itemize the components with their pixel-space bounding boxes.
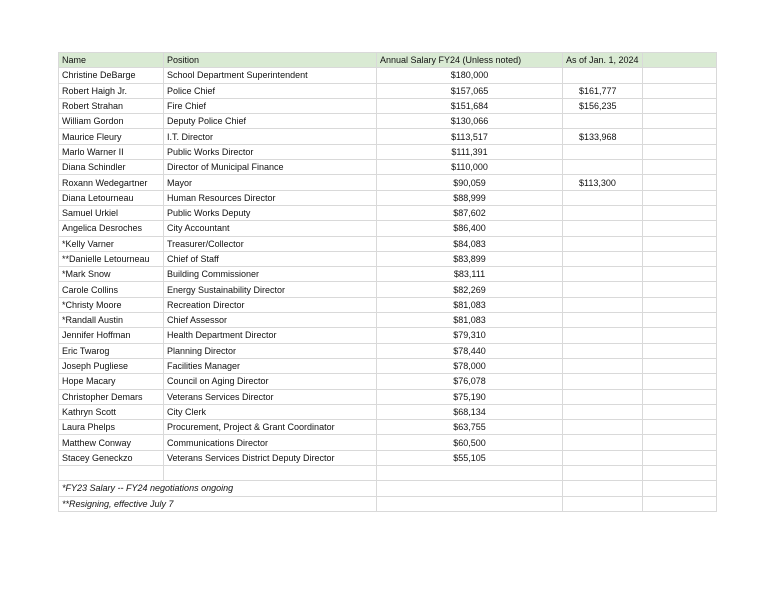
table-row xyxy=(59,450,717,465)
cell-name[interactable]: *Randall Austin xyxy=(59,313,164,328)
cell-jan2024[interactable] xyxy=(563,313,643,328)
cell-empty[interactable] xyxy=(642,420,716,435)
header-salary[interactable]: Annual Salary FY24 (Unless noted) xyxy=(377,53,563,68)
cell-position[interactable]: Police Chief xyxy=(164,83,377,98)
cell-empty[interactable] xyxy=(377,481,563,496)
cell-jan2024[interactable] xyxy=(563,297,643,312)
cell-name[interactable]: Christine DeBarge xyxy=(59,68,164,83)
cell-salary[interactable]: $151,684 xyxy=(377,98,563,113)
table-row xyxy=(59,374,717,389)
cell-empty[interactable] xyxy=(642,466,716,481)
cell-empty[interactable] xyxy=(563,481,643,496)
cell-empty[interactable] xyxy=(59,466,164,481)
cell-empty[interactable] xyxy=(642,175,716,190)
cell-salary[interactable]: $157,065 xyxy=(377,83,563,98)
cell-empty[interactable] xyxy=(642,481,716,496)
cell-salary[interactable]: $83,111 xyxy=(377,267,563,282)
cell-empty[interactable] xyxy=(642,98,716,113)
cell-jan2024[interactable] xyxy=(563,114,643,129)
cell-position[interactable]: Chief Assessor xyxy=(164,313,377,328)
cell-jan2024[interactable] xyxy=(563,68,643,83)
cell-name[interactable]: Samuel Urkiel xyxy=(59,205,164,220)
cell-position[interactable]: City Accountant xyxy=(164,221,377,236)
cell-jan2024[interactable] xyxy=(563,389,643,404)
table-row xyxy=(59,404,717,419)
cell-name[interactable]: Matthew Conway xyxy=(59,435,164,450)
table-row xyxy=(59,114,717,129)
cell-salary[interactable]: $84,083 xyxy=(377,236,563,251)
table-row xyxy=(59,98,717,113)
table-row xyxy=(59,313,717,328)
cell-position[interactable]: Council on Aging Director xyxy=(164,374,377,389)
cell-position[interactable]: Mayor xyxy=(164,175,377,190)
cell-salary[interactable]: $88,999 xyxy=(377,190,563,205)
cell-position[interactable]: Treasurer/Collector xyxy=(164,236,377,251)
header-position[interactable]: Position xyxy=(164,53,377,68)
cell-jan2024[interactable] xyxy=(563,221,643,236)
cell-name[interactable]: Kathryn Scott xyxy=(59,404,164,419)
cell-empty[interactable] xyxy=(642,221,716,236)
cell-salary[interactable]: $60,500 xyxy=(377,435,563,450)
cell-jan2024[interactable]: $133,968 xyxy=(563,129,643,144)
cell-name[interactable]: Diana Letourneau xyxy=(59,190,164,205)
cell-jan2024[interactable] xyxy=(563,267,643,282)
cell-name[interactable]: Jennifer Hoffman xyxy=(59,328,164,343)
cell-salary[interactable]: $180,000 xyxy=(377,68,563,83)
cell-name[interactable]: Robert Haigh Jr. xyxy=(59,83,164,98)
header-jan2024[interactable]: As of Jan. 1, 2024 xyxy=(563,53,643,68)
note-row xyxy=(59,496,717,511)
cell-salary[interactable]: $130,066 xyxy=(377,114,563,129)
cell-name[interactable]: William Gordon xyxy=(59,114,164,129)
cell-empty[interactable] xyxy=(642,236,716,251)
header-empty-cell[interactable] xyxy=(642,53,716,68)
cell-salary[interactable]: $76,078 xyxy=(377,374,563,389)
cell-empty[interactable] xyxy=(642,160,716,175)
cell-empty[interactable] xyxy=(642,389,716,404)
cell-name[interactable]: Diana Schindler xyxy=(59,160,164,175)
table-row xyxy=(59,205,717,220)
cell-name[interactable]: Hope Macary xyxy=(59,374,164,389)
cell-empty[interactable] xyxy=(642,496,716,511)
cell-jan2024[interactable] xyxy=(563,374,643,389)
cell-empty[interactable] xyxy=(563,496,643,511)
cell-position[interactable]: Veterans Services District Deputy Director xyxy=(164,450,377,465)
cell-empty[interactable] xyxy=(563,466,643,481)
cell-empty[interactable] xyxy=(642,343,716,358)
cell-jan2024[interactable] xyxy=(563,358,643,373)
cell-name[interactable]: Eric Twarog xyxy=(59,343,164,358)
cell-position[interactable]: Deputy Police Chief xyxy=(164,114,377,129)
cell-empty[interactable] xyxy=(377,496,563,511)
cell-empty[interactable] xyxy=(642,297,716,312)
cell-position[interactable]: Facilities Manager xyxy=(164,358,377,373)
cell-name[interactable]: *Kelly Varner xyxy=(59,236,164,251)
table-row xyxy=(59,282,717,297)
table-row xyxy=(59,175,717,190)
table-row xyxy=(59,328,717,343)
cell-position[interactable]: Procurement, Project & Grant Coordinator xyxy=(164,420,377,435)
cell-position[interactable]: Public Works Deputy xyxy=(164,205,377,220)
cell-position[interactable]: Human Resources Director xyxy=(164,190,377,205)
salary-table-body xyxy=(59,53,717,512)
table-row xyxy=(59,267,717,282)
cell-empty[interactable] xyxy=(642,404,716,419)
cell-position[interactable]: Public Works Director xyxy=(164,144,377,159)
cell-empty[interactable] xyxy=(164,466,377,481)
cell-name[interactable]: Stacey Geneckzo xyxy=(59,450,164,465)
cell-salary[interactable]: $86,400 xyxy=(377,221,563,236)
cell-empty[interactable] xyxy=(377,466,563,481)
cell-empty[interactable] xyxy=(642,144,716,159)
cell-name[interactable]: Maurice Fleury xyxy=(59,129,164,144)
cell-salary[interactable]: $81,083 xyxy=(377,313,563,328)
table-row xyxy=(59,389,717,404)
cell-jan2024[interactable] xyxy=(563,160,643,175)
cell-jan2024[interactable] xyxy=(563,282,643,297)
table-row xyxy=(59,420,717,435)
cell-jan2024[interactable] xyxy=(563,236,643,251)
table-row xyxy=(59,221,717,236)
cell-salary[interactable]: $63,755 xyxy=(377,420,563,435)
cell-salary[interactable]: $55,105 xyxy=(377,450,563,465)
cell-jan2024[interactable] xyxy=(563,435,643,450)
cell-jan2024[interactable]: $161,777 xyxy=(563,83,643,98)
note-row xyxy=(59,481,717,496)
cell-jan2024[interactable] xyxy=(563,328,643,343)
cell-name[interactable]: Christopher Demars xyxy=(59,389,164,404)
cell-position[interactable]: City Clerk xyxy=(164,404,377,419)
table-row xyxy=(59,435,717,450)
cell-position[interactable]: Communications Director xyxy=(164,435,377,450)
cell-empty[interactable] xyxy=(642,435,716,450)
cell-name[interactable]: Roxann Wedegartner xyxy=(59,175,164,190)
cell-empty[interactable] xyxy=(642,358,716,373)
footnote[interactable]: *FY23 Salary -- FY24 negotiations ongoing xyxy=(59,481,377,496)
cell-name[interactable]: *Mark Snow xyxy=(59,267,164,282)
cell-salary[interactable]: $87,602 xyxy=(377,205,563,220)
cell-empty[interactable] xyxy=(642,282,716,297)
cell-name[interactable]: *Christy Moore xyxy=(59,297,164,312)
header-row xyxy=(59,53,717,68)
cell-position[interactable]: School Department Superintendent xyxy=(164,68,377,83)
cell-position[interactable]: Energy Sustainability Director xyxy=(164,282,377,297)
cell-salary[interactable]: $68,134 xyxy=(377,404,563,419)
cell-salary[interactable]: $113,517 xyxy=(377,129,563,144)
table-row xyxy=(59,160,717,175)
table-row xyxy=(59,358,717,373)
cell-position[interactable]: Director of Municipal Finance xyxy=(164,160,377,175)
footnote[interactable]: **Resigning, effective July 7 xyxy=(59,496,377,511)
cell-jan2024[interactable] xyxy=(563,190,643,205)
cell-name[interactable]: Robert Strahan xyxy=(59,98,164,113)
cell-name[interactable]: Carole Collins xyxy=(59,282,164,297)
cell-salary[interactable]: $81,083 xyxy=(377,297,563,312)
cell-name[interactable]: Angelica Desroches xyxy=(59,221,164,236)
cell-salary[interactable]: $78,000 xyxy=(377,358,563,373)
cell-name[interactable]: Joseph Pugliese xyxy=(59,358,164,373)
cell-position[interactable]: Building Commissioner xyxy=(164,267,377,282)
cell-empty[interactable] xyxy=(642,450,716,465)
cell-salary[interactable]: $83,899 xyxy=(377,251,563,266)
table-row xyxy=(59,297,717,312)
cell-jan2024[interactable] xyxy=(563,144,643,159)
table-row xyxy=(59,343,717,358)
cell-salary[interactable]: $79,310 xyxy=(377,328,563,343)
cell-empty[interactable] xyxy=(642,83,716,98)
cell-salary[interactable]: $110,000 xyxy=(377,160,563,175)
table-row xyxy=(59,236,717,251)
cell-jan2024[interactable] xyxy=(563,343,643,358)
cell-jan2024[interactable] xyxy=(563,251,643,266)
cell-salary[interactable]: $82,269 xyxy=(377,282,563,297)
cell-jan2024[interactable] xyxy=(563,420,643,435)
cell-jan2024[interactable]: $156,235 xyxy=(563,98,643,113)
cell-position[interactable]: Recreation Director xyxy=(164,297,377,312)
cell-name[interactable]: Marlo Warner II xyxy=(59,144,164,159)
cell-name[interactable]: Laura Phelps xyxy=(59,420,164,435)
table-row xyxy=(59,144,717,159)
cell-position[interactable]: Health Department Director xyxy=(164,328,377,343)
cell-salary[interactable]: $75,190 xyxy=(377,389,563,404)
blank-row xyxy=(59,466,717,481)
cell-empty[interactable] xyxy=(642,205,716,220)
cell-salary[interactable]: $90,059 xyxy=(377,175,563,190)
cell-jan2024[interactable] xyxy=(563,205,643,220)
cell-empty[interactable] xyxy=(642,114,716,129)
cell-empty[interactable] xyxy=(642,374,716,389)
cell-empty[interactable] xyxy=(642,68,716,83)
cell-position[interactable]: Chief of Staff xyxy=(164,251,377,266)
cell-empty[interactable] xyxy=(642,313,716,328)
table-row xyxy=(59,129,717,144)
cell-empty[interactable] xyxy=(642,190,716,205)
cell-position[interactable]: Planning Director xyxy=(164,343,377,358)
cell-salary[interactable]: $78,440 xyxy=(377,343,563,358)
table-row xyxy=(59,83,717,98)
table-row xyxy=(59,190,717,205)
cell-name[interactable]: **Danielle Letourneau xyxy=(59,251,164,266)
table-row xyxy=(59,251,717,266)
cell-position[interactable]: Veterans Services Director xyxy=(164,389,377,404)
table-row xyxy=(59,68,717,83)
cell-empty[interactable] xyxy=(642,328,716,343)
cell-empty[interactable] xyxy=(642,267,716,282)
cell-position[interactable]: I.T. Director xyxy=(164,129,377,144)
cell-jan2024[interactable]: $113,300 xyxy=(563,175,643,190)
cell-salary[interactable]: $111,391 xyxy=(377,144,563,159)
cell-empty[interactable] xyxy=(642,251,716,266)
salary-table xyxy=(58,52,717,512)
cell-empty[interactable] xyxy=(642,129,716,144)
cell-jan2024[interactable] xyxy=(563,450,643,465)
cell-position[interactable]: Fire Chief xyxy=(164,98,377,113)
header-name[interactable]: Name xyxy=(59,53,164,68)
cell-jan2024[interactable] xyxy=(563,404,643,419)
